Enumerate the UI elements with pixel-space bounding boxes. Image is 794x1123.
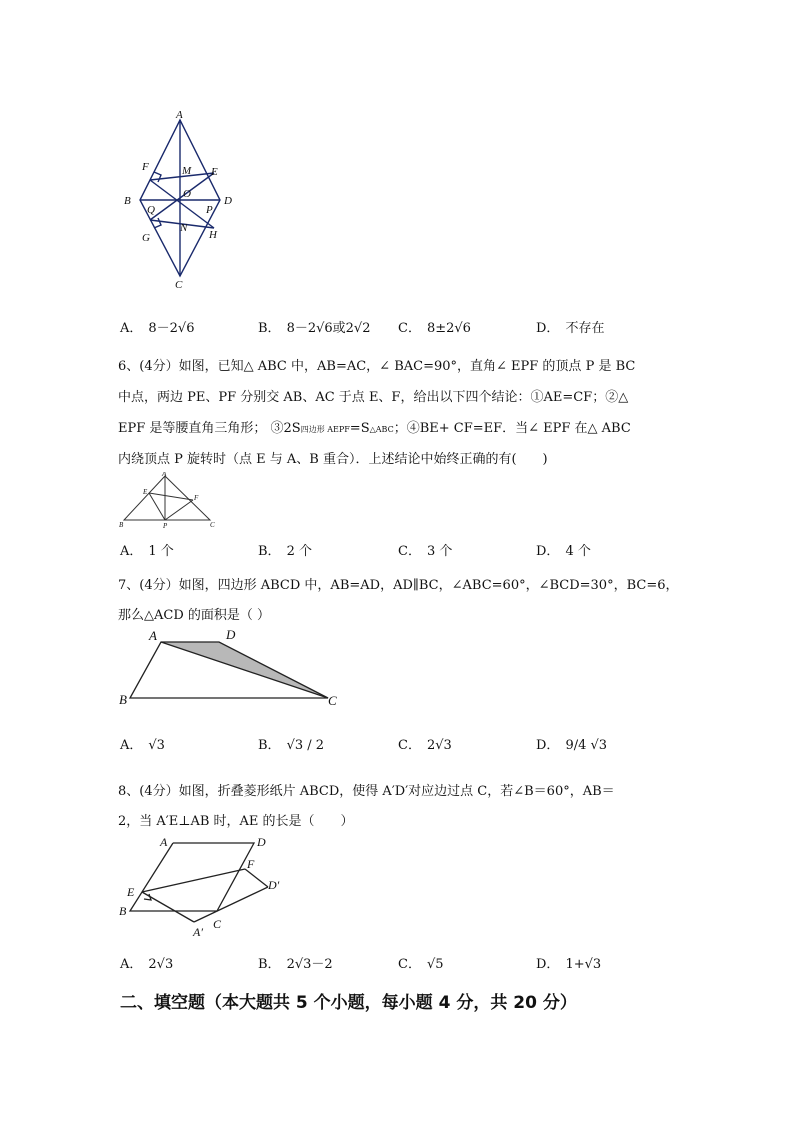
q5-option-a[interactable] (120, 317, 195, 336)
q5-label-N: N (180, 222, 188, 234)
q6-option-b-text: 2 个 (286, 544, 312, 559)
q8-option-d-text: 1+√3 (565, 957, 602, 972)
q8-label-B: B (119, 904, 127, 918)
q5-label-G: G (142, 232, 150, 244)
q7-label-B: B (119, 692, 127, 707)
q6-option-c[interactable] (398, 540, 452, 559)
q7-label-C: C (328, 693, 337, 708)
q6-label-F: F (194, 494, 199, 502)
q6-option-a-text: 1 个 (148, 544, 174, 559)
q5-label-B: B (124, 195, 131, 207)
q8-label-F: F (247, 857, 255, 871)
q5-option-b-text: 8－2√6或2√2 (286, 321, 371, 336)
q6-line3-part-a: EPF 是等腰直角三角形； ③2S (118, 421, 301, 436)
q7-option-b-label: B． (258, 738, 281, 753)
q7-text-line-2: 那么△ACD 的面积是（ ） (118, 608, 271, 623)
q5-label-Q: Q (147, 204, 155, 216)
q7-option-d-text: 9/4 √3 (565, 738, 608, 753)
q7-option-a-label: A． (120, 738, 143, 753)
q5-option-d[interactable] (536, 317, 604, 336)
q6-option-b[interactable] (258, 540, 312, 559)
q8-option-c[interactable] (398, 953, 444, 972)
q6-line3-part-c: ；④BE+ CF=EF．当∠ EPF 在△ ABC (393, 421, 631, 436)
q6-label-E: E (143, 488, 148, 496)
q5-option-a-text: 8－2√6 (148, 321, 195, 336)
q8-label-D-prime: D′ (268, 878, 280, 892)
q7-text-line-1: 7、(4分）如图，四边形 ABCD 中，AB=AD，AD∥BC，∠ABC=60°，∠BCD=30°，BC=6， (118, 578, 679, 593)
q6-text-line-2: 中点，两边 PE、PF 分别交 AB、AC 于点 E、F，给出以下四个结论：①AE=CF；②△ (118, 390, 629, 405)
section-heading: 二、填空题（本大题共 5 个小题，每小题 4 分，共 20 分） (120, 993, 577, 1013)
q5-option-d-text: 不存在 (565, 321, 605, 336)
q6-option-d[interactable] (536, 540, 591, 559)
q7-option-d-label: D． (536, 738, 560, 753)
q8-option-a[interactable] (120, 953, 173, 972)
q5-label-M: M (182, 165, 192, 177)
q6-option-d-text: 4 个 (565, 544, 591, 559)
q5-label-E: E (211, 166, 218, 178)
q5-option-a-label: A． (120, 321, 143, 336)
q6-label-P: P (163, 522, 168, 530)
q6-line3-subscript-2: △ABC (369, 425, 394, 434)
q7-option-b[interactable] (258, 734, 324, 753)
q8-label-A: A (160, 835, 168, 849)
q5-label-O: O (183, 188, 191, 200)
q6-triangle-figure (118, 472, 223, 530)
q7-option-c[interactable] (398, 734, 452, 753)
q7-option-a[interactable] (120, 734, 165, 753)
q8-option-d-label: D． (536, 957, 560, 972)
q6-label-C: C (210, 521, 215, 529)
q8-option-a-label: A． (120, 957, 143, 972)
q7-option-d[interactable] (536, 734, 607, 753)
q8-text-line-2: 2，当 A′E⊥AB 时，AE 的长是（ ） (118, 814, 354, 829)
q5-option-b-label: B． (258, 321, 281, 336)
q6-option-c-label: C． (398, 544, 421, 559)
q6-option-d-label: D． (536, 544, 560, 559)
q8-option-b-text: 2√3－2 (286, 957, 333, 972)
q5-option-c-text: 8±2√6 (426, 321, 471, 336)
q6-text-line-3 (118, 417, 631, 436)
q7-option-c-text: 2√3 (426, 738, 452, 753)
q8-rhombus-fold-figure (116, 833, 291, 939)
q5-label-A: A (176, 109, 183, 121)
q8-option-c-label: C． (398, 957, 421, 972)
q6-option-a-label: A． (120, 544, 143, 559)
q7-label-D: D (226, 627, 236, 642)
q6-line3-part-b: =S (349, 421, 370, 436)
q6-option-c-text: 3 个 (426, 544, 453, 559)
q6-label-B: B (119, 521, 124, 529)
q5-option-d-label: D． (536, 321, 560, 336)
q7-option-c-label: C． (398, 738, 421, 753)
q6-option-b-label: B． (258, 544, 281, 559)
q7-option-b-text: √3 / 2 (286, 738, 325, 753)
q8-option-b-label: B． (258, 957, 281, 972)
q5-rhombus-figure (118, 108, 248, 293)
q5-label-C: C (175, 279, 183, 291)
q5-option-b[interactable] (258, 317, 371, 336)
q8-label-E: E (127, 885, 135, 899)
q5-label-F: F (142, 161, 149, 173)
q6-text-line-1: 6、(4分）如图，已知△ ABC 中，AB=AC，∠ BAC=90°，直角∠ EPF 的顶点 P 是 BC (118, 359, 636, 374)
q7-option-a-text: √3 (148, 738, 165, 753)
q8-option-c-text: √5 (426, 957, 444, 972)
q8-option-b[interactable] (258, 953, 333, 972)
q5-option-c-label: C． (398, 321, 421, 336)
q5-label-D: D (224, 195, 232, 207)
q8-label-A-prime: A′ (193, 925, 203, 939)
q8-option-d[interactable] (536, 953, 601, 972)
q8-label-C: C (213, 917, 222, 931)
q8-text-line-1: 8、(4分）如图，折叠菱形纸片 ABCD，使得 A′D′对应边过点 C，若∠B＝60°，AB＝ (118, 784, 615, 799)
q5-option-c[interactable] (398, 317, 471, 336)
q8-option-a-text: 2√3 (148, 957, 174, 972)
q6-label-A: A (162, 472, 167, 478)
q7-label-A: A (149, 628, 157, 643)
q5-label-H: H (209, 229, 217, 241)
q6-option-a[interactable] (120, 540, 174, 559)
q6-line3-subscript: 四边形 AEPF (300, 425, 350, 434)
q5-label-P: P (206, 204, 213, 216)
q6-text-line-4: 内绕顶点 P 旋转时（点 E 与 A、B 重合）．上述结论中始终正确的有( ) (118, 452, 548, 467)
q7-trapezoid-figure (116, 625, 346, 709)
q8-label-D: D (257, 835, 266, 849)
